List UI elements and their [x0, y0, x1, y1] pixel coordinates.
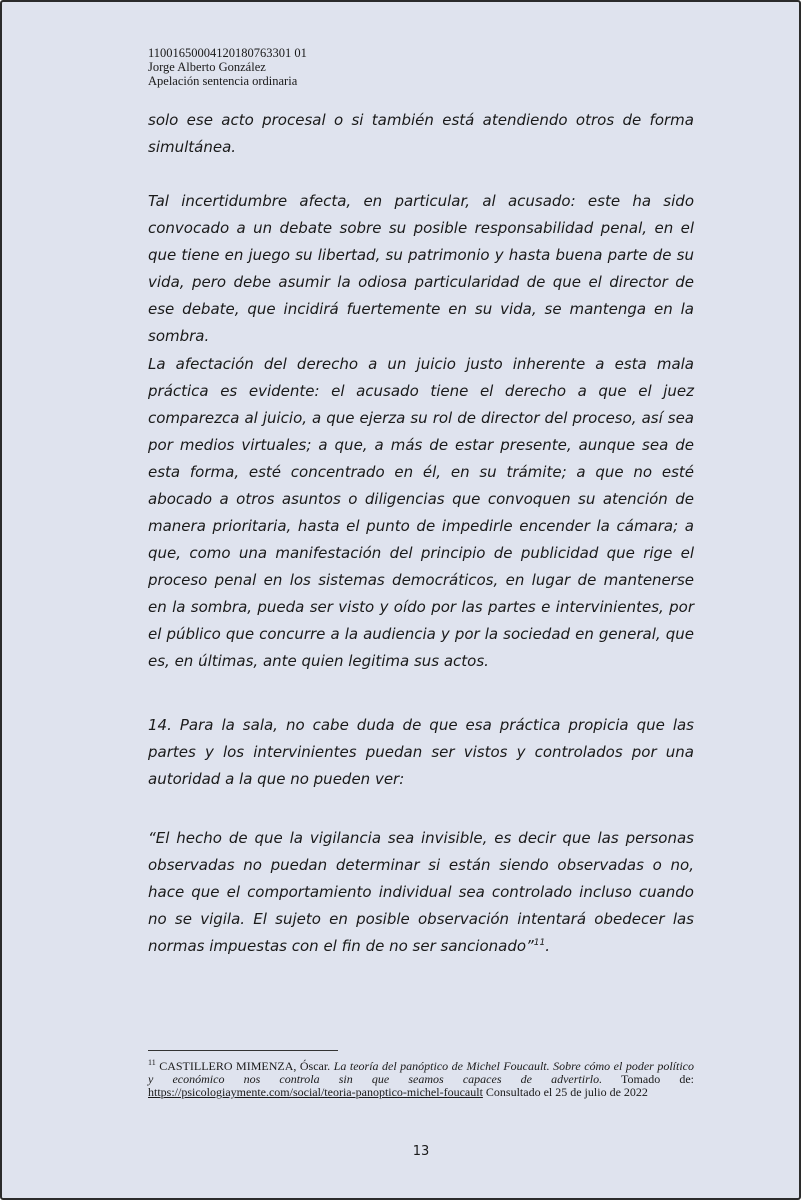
- footnote-taken-from: Tomado de:: [621, 1072, 695, 1086]
- footnote-separator: [148, 1050, 338, 1051]
- paragraph-3-text: La afectación del derecho a un juicio justo inherente a esta mala práctica es evidente: el acusado tiene el derecho a que el juez comparezca al juicio, a que ejerza su rol de director del proceso, así sea por medios virtuales; a que, a más de estar presente, aunque sea de esta forma, esté concentrado en él, en su trámite; a que no esté abocado a otros asuntos o diligencias que convoquen su atención de manera prioritaria, hasta el punto de impedirle encender la cámara; a que, como una manifestación del principio de publicidad que rige el proceso penal en los sistemas democráticos, en lugar de mantenerse en la sombra, pueda ser visto y oído por las partes e intervinientes, por el público que concurre a la audiencia y por la sociedad en general, que es, en últimas, ante quien legitima sus actos.: [148, 355, 694, 670]
- quote-body: “El hecho de que la vigilancia sea invisible, es decir que las personas observadas no puedan determinar si están siendo observadas o no, hace que el comportamiento individual sea controlado incluso cuando no se vigila. El sujeto en posible observación intentará obedecer las normas impuestas con el fin de no ser sancionado”: [148, 829, 694, 955]
- page-number: 13: [412, 1144, 430, 1159]
- case-number-line: [148, 46, 307, 60]
- document-header: [148, 46, 307, 88]
- proceeding-type: Apelación sentencia ordinaria: [148, 74, 298, 88]
- paragraph-1-text: solo ese acto procesal o si también está atendiendo otros de forma simultánea.: [148, 111, 694, 156]
- block-quote: [148, 825, 694, 960]
- footnote-consulted: Consultado el 25 de julio de 2022: [485, 1085, 648, 1099]
- footnote-author: CASTILLERO MIMENZA, Óscar.: [159, 1059, 331, 1073]
- footnote-link[interactable]: https://psicologiaymente.com/social/teoria-panoptico-michel-foucault: [148, 1085, 483, 1099]
- paragraph-3: [148, 351, 694, 675]
- footnote-reference[interactable]: 11: [533, 938, 546, 948]
- case-suffix: 01: [294, 46, 307, 60]
- footnote-number: 11: [148, 1058, 156, 1067]
- block-quote-text: “El hecho de que la vigilancia sea invisible, es decir que las personas observadas no puedan determinar si están siendo observadas o no, hace que el comportamiento individual sea controlado incluso cuando no se vigila. El sujeto en posible observación intentará obedecer las normas impuestas con el fin de no ser sancionado”$^{11}$.: [148, 829, 694, 955]
- paragraph-1: [148, 107, 694, 161]
- paragraph-4-text: 14. Para la sala, no cabe duda de que esa práctica propicia que las partes y los intervinientes puedan ser vistos y controlados por una autoridad a la que no pueden ver:: [148, 716, 694, 788]
- paragraph-2: [148, 188, 694, 350]
- footnote: [148, 1060, 694, 1099]
- paragraph-2-text: Tal incertidumbre afecta, en particular, al acusado: este ha sido convocado a un debate sobre su posible responsabilidad penal, en el que tiene en juego su libertad, su patrimonio y hasta buena parte de su vida, pero debe asumir la odiosa particularidad de que el director de ese debate, que incidirá fuertemente en su vida, se mantenga en la sombra.: [148, 192, 694, 345]
- case-number: 11001650004120180763301: [148, 46, 292, 60]
- paragraph-4: [148, 712, 694, 793]
- person-name: Jorge Alberto González: [148, 60, 266, 74]
- footnote-title: La teoría del panóptico de Michel Foucault. Sobre cómo el poder político y económico nos controla sin que seamos capaces de advertirlo.: [148, 1059, 694, 1086]
